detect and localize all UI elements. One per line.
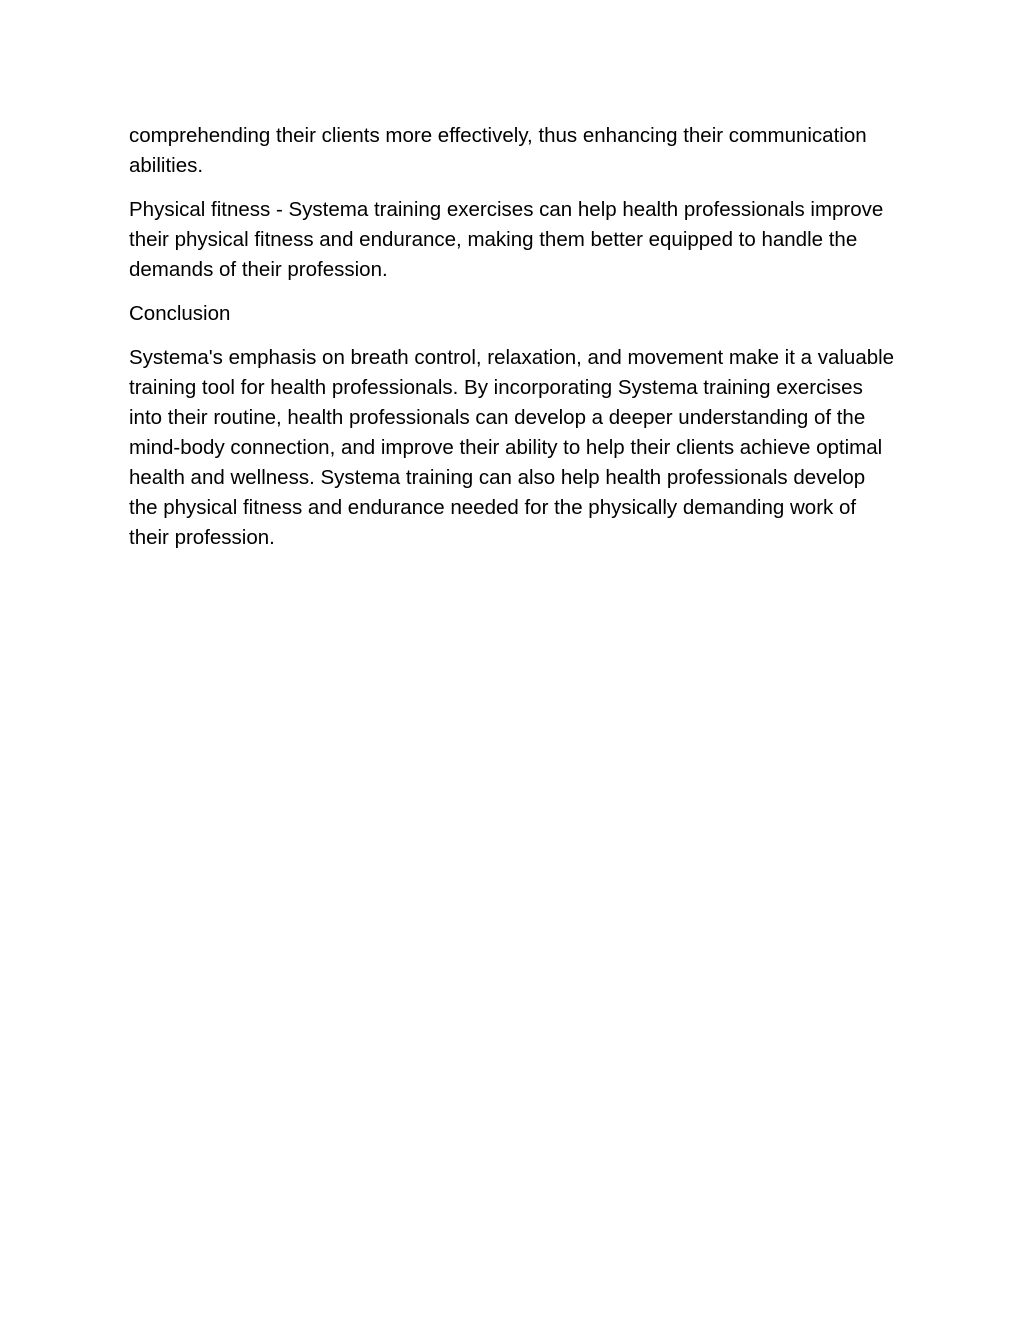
section-heading-conclusion: Conclusion [129, 302, 231, 325]
paragraph-conclusion: Systema's emphasis on breath control, relaxation, and movement make it a valuable training tool for health professionals. By incorporating Systema training exercises into their routine, health professionals can develop a deeper understanding of the mind-body connection, and improve their ability to help their clients achieve optimal health and wellness. Systema training can also help health professionals develop the physical fitness and endurance needed for the physically demanding work of their profession. [129, 346, 895, 549]
paragraph-physical-fitness: Physical fitness - Systema training exercises can help health professionals improve their physical fitness and endurance, making them better equipped to handle the demands of their profession. [129, 198, 884, 281]
paragraph-communication-continued: comprehending their clients more effectively, thus enhancing their communication abilities. [129, 124, 867, 177]
document-body [129, 121, 899, 567]
